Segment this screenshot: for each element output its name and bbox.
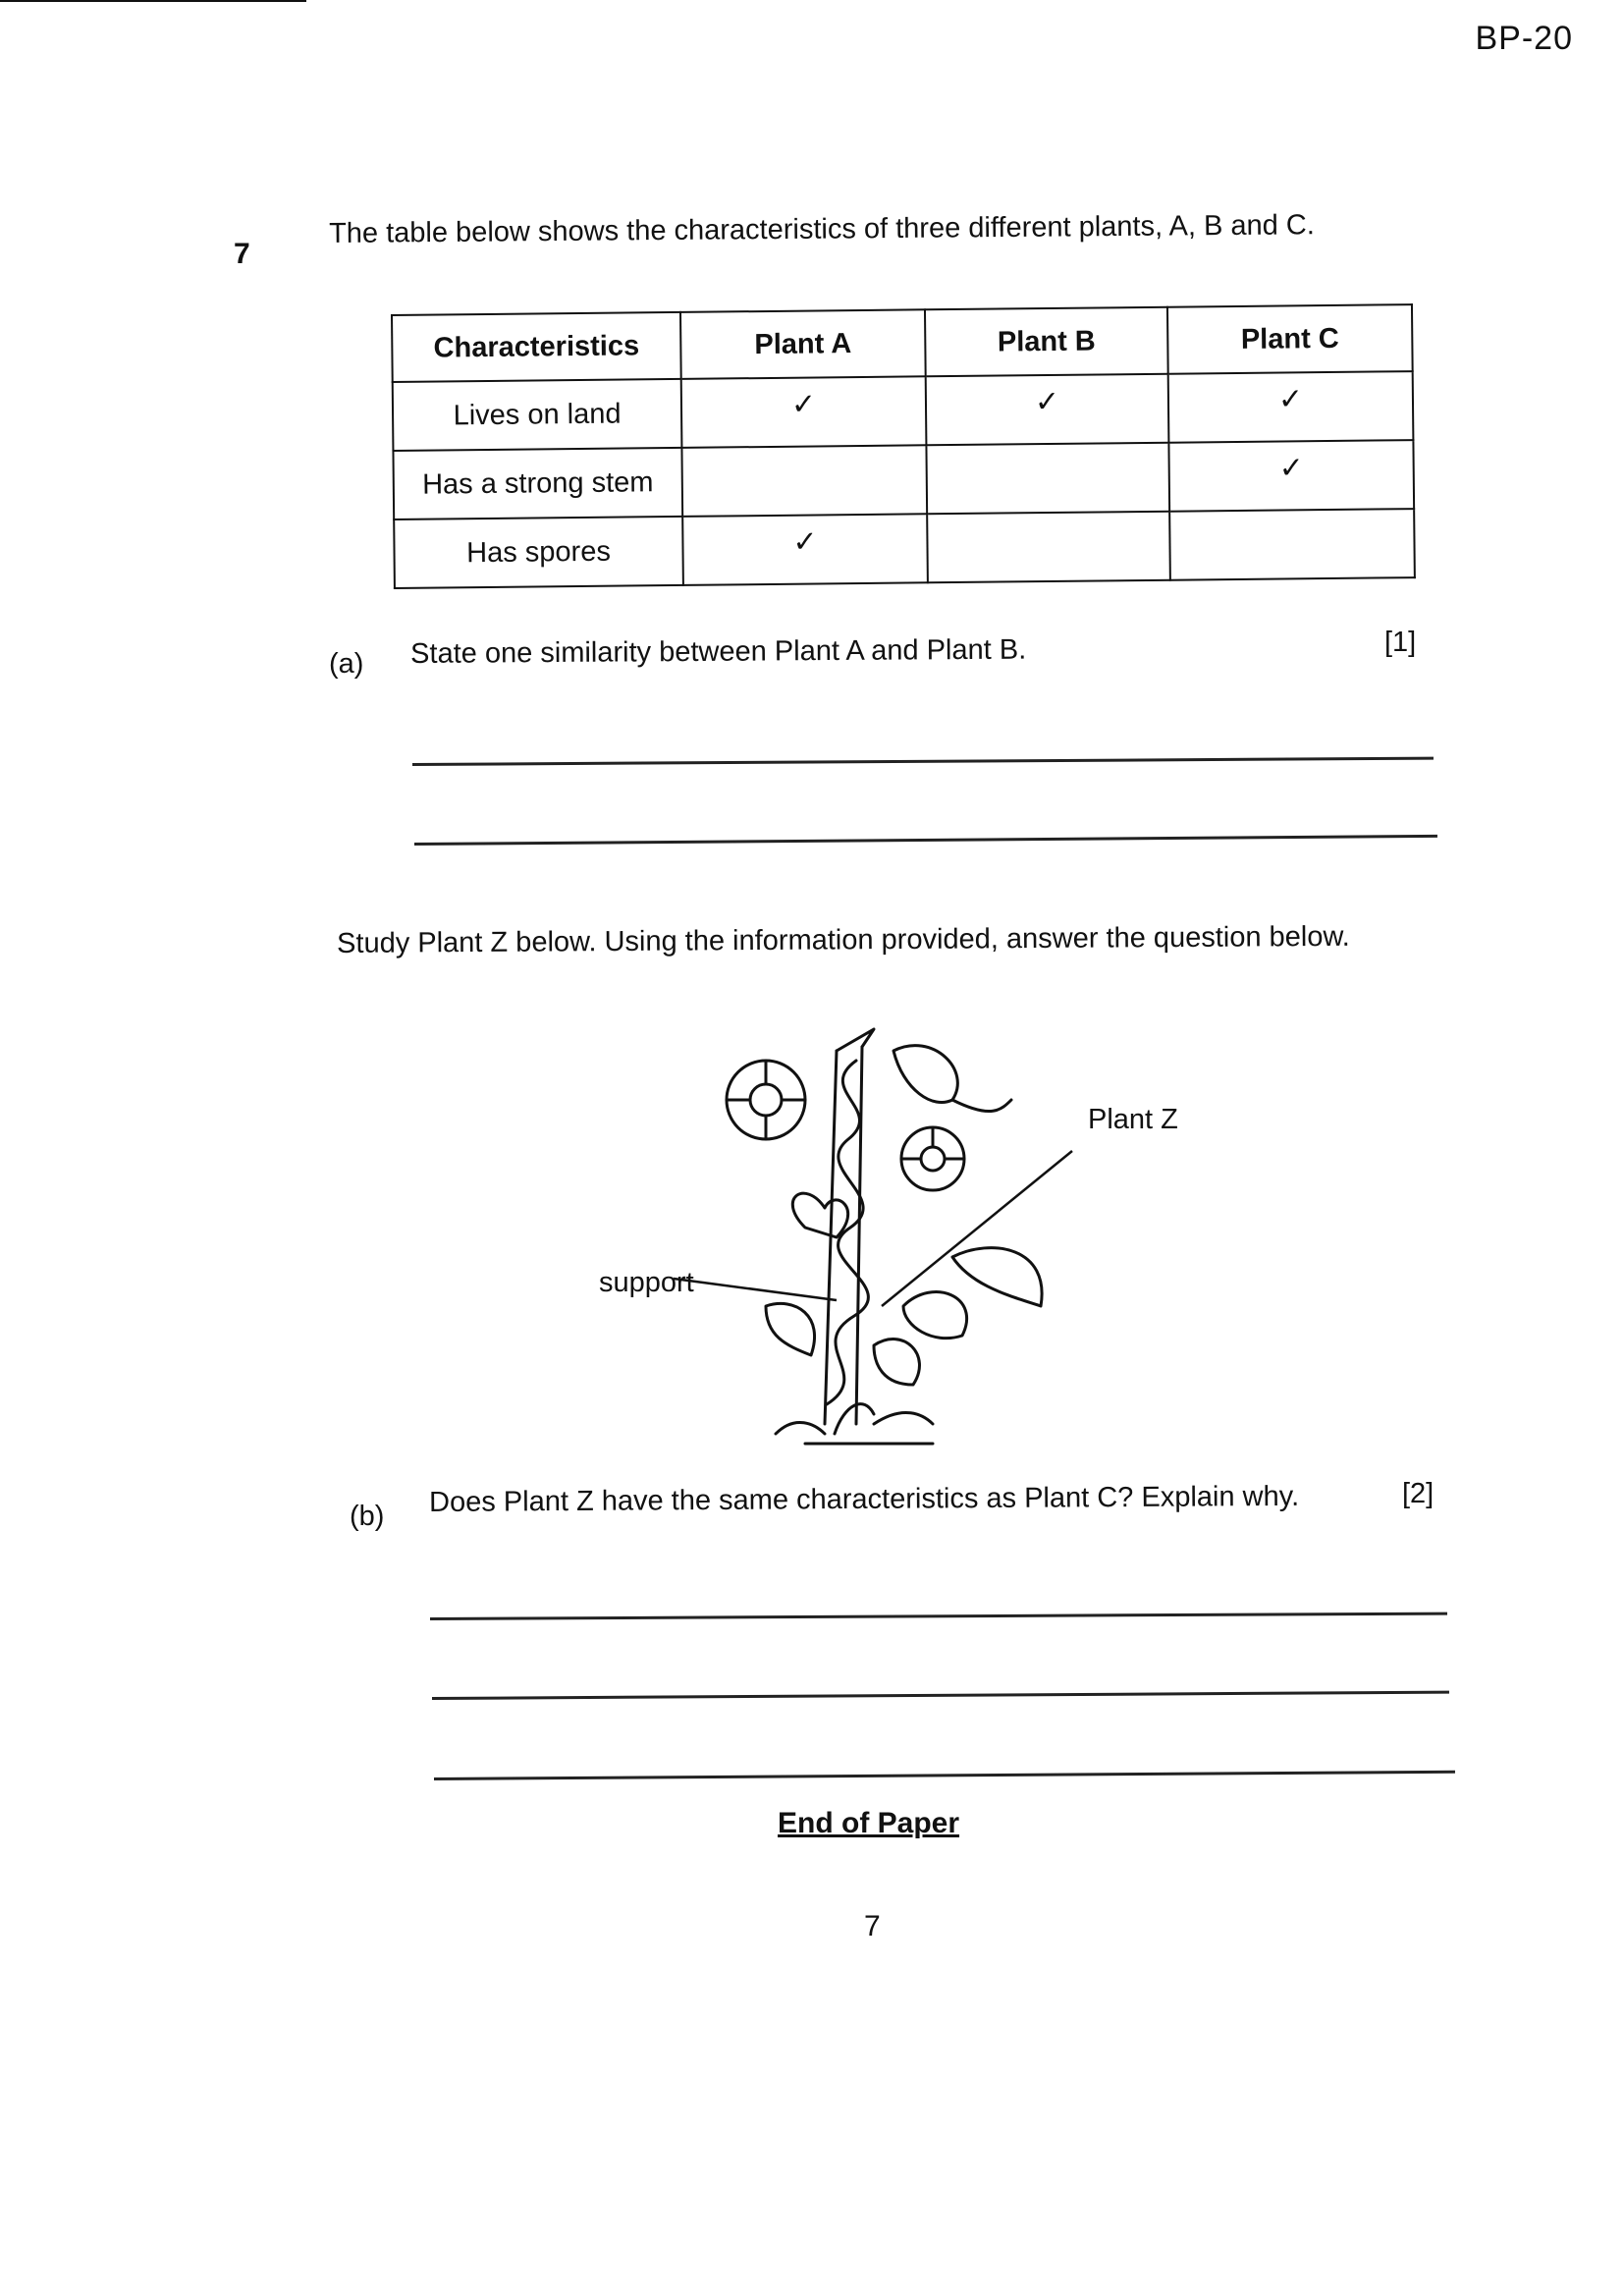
part-b-question: Does Plant Z have the same characteristics as Plant C? Explain why. (429, 1480, 1300, 1518)
plant-z-leader-line (882, 1151, 1072, 1306)
table-header-row (392, 304, 1413, 382)
table-row (393, 440, 1414, 519)
part-b-label: (b) (350, 1501, 385, 1532)
row-label: Has a strong stem (393, 448, 682, 519)
table-row (393, 371, 1414, 451)
header-characteristics: Characteristics (392, 312, 681, 382)
cell-plant-c (1169, 509, 1415, 580)
cell-plant-a (681, 376, 927, 448)
characteristics-table-container (391, 303, 1416, 589)
plant-z-figure (579, 1011, 1208, 1463)
top-rule (0, 0, 306, 2)
answer-line-b2[interactable] (432, 1691, 1449, 1700)
header-plant-c: Plant C (1167, 304, 1413, 374)
row-label: Lives on land (393, 379, 682, 451)
support-leader-line (674, 1279, 837, 1300)
part-a-label: (a) (329, 648, 364, 680)
check-mark-icon: ✓ (790, 387, 817, 421)
part-b-marks: [2] (1402, 1478, 1435, 1509)
support-pole-edge-right (856, 1047, 862, 1424)
part-a-question: State one similarity between Plant A and Plant B. (410, 633, 1027, 670)
plant-z-label: Plant Z (1088, 1104, 1178, 1135)
table-row (394, 509, 1415, 588)
part-a-marks: [1] (1384, 627, 1417, 658)
end-of-paper: End of Paper (778, 1807, 960, 1839)
cell-plant-b (926, 443, 1169, 515)
cell-plant-c (1168, 440, 1414, 512)
answer-line-a2[interactable] (414, 835, 1437, 846)
row-label: Has spores (394, 517, 683, 588)
cell-plant-c (1168, 371, 1414, 443)
check-mark-icon: ✓ (1034, 385, 1060, 418)
header-plant-b: Plant B (925, 307, 1168, 377)
study-instruction: Study Plant Z below. Using the information provided, answer the question below. (337, 920, 1350, 959)
check-mark-icon: ✓ (792, 524, 818, 559)
answer-line-a1[interactable] (412, 757, 1434, 766)
cell-plant-b (926, 374, 1169, 446)
cell-plant-b (927, 512, 1170, 583)
cell-plant-a (682, 514, 928, 585)
support-label: support (599, 1267, 694, 1298)
header-plant-a: Plant A (680, 309, 926, 379)
cell-plant-a (681, 445, 927, 517)
answer-line-b3[interactable] (434, 1771, 1455, 1780)
page-code: BP-20 (1475, 20, 1573, 57)
answer-line-b1[interactable] (430, 1613, 1447, 1620)
characteristics-table (391, 303, 1416, 589)
question-number: 7 (234, 238, 250, 270)
page-number: 7 (864, 1910, 881, 1942)
check-mark-icon: ✓ (1278, 451, 1304, 485)
question-intro: The table below shows the characteristics of three different plants, A, B and C. (329, 209, 1315, 249)
check-mark-icon: ✓ (1277, 382, 1304, 416)
